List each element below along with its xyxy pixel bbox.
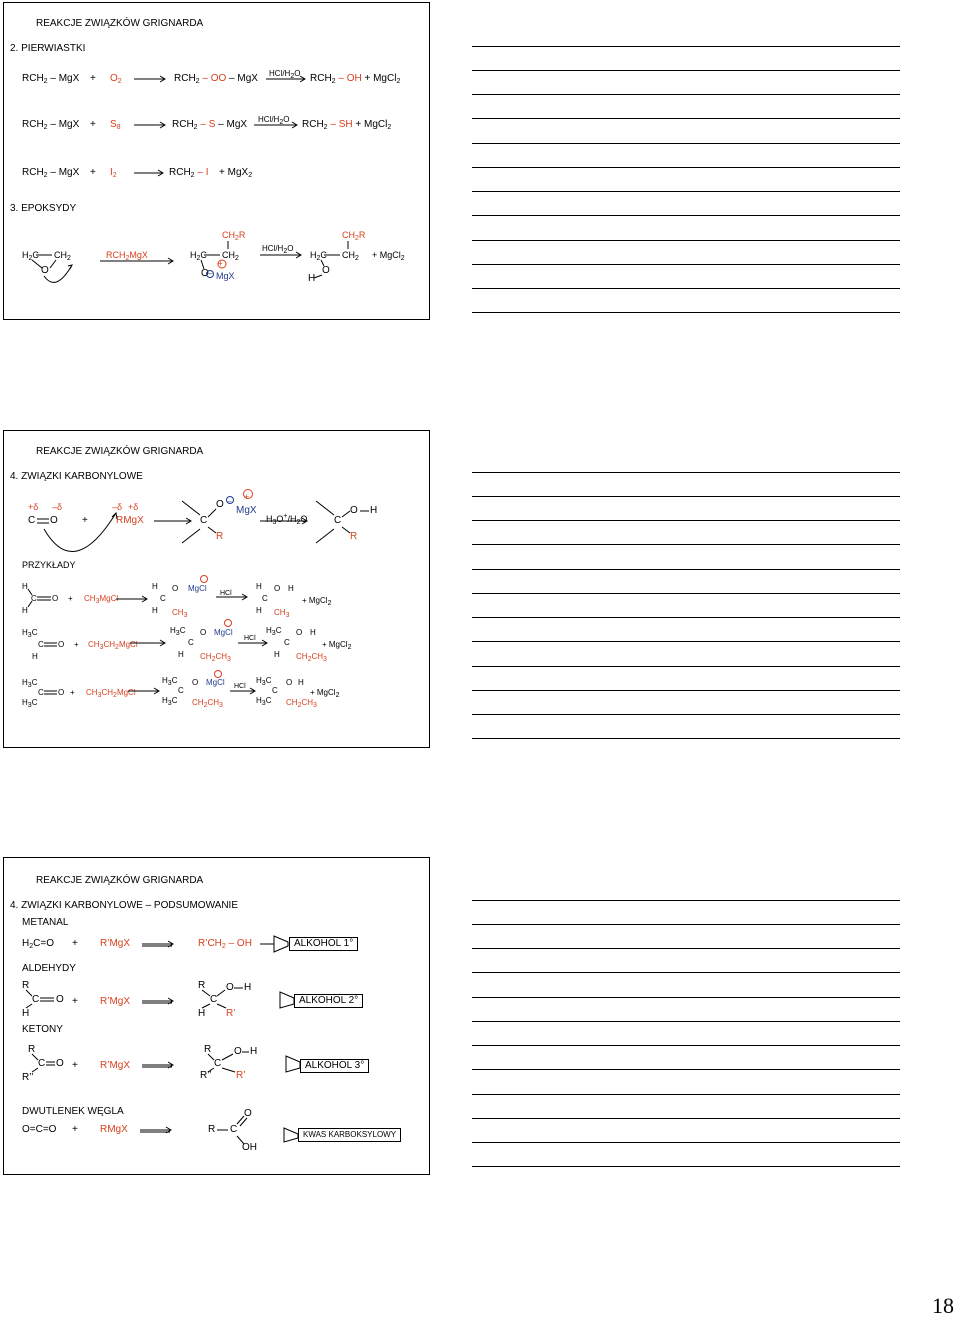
slide-title: REAKCJE ZWIĄZKÓW GRIGNARDA bbox=[36, 446, 204, 457]
heading-methanal: METANAL bbox=[22, 917, 69, 928]
slide1-arrows bbox=[4, 3, 431, 321]
section-heading-elements: 2. PIERWIASTKI bbox=[10, 43, 86, 54]
slide-carbonyl-compounds: REAKCJE ZWIĄZKÓW GRIGNARDA 4. ZWIĄZKI KARBONYLOWE +δ –δ C O + –δ +δ RMgX C O – + MgX R $H_3O^+/H_2O$ C O H R PRZYKŁADY H C O H + CH3MgCl H C O MgCl H CH3 HCl H C O H H CH3 + MgCl2 H3C C O H + CH3CH2MgCl H3C C O MgCl H CH2CH3 HCl H3C C O H H CH2CH3 + MgCl2 H3C C O H3C + CH3CH2MgCl H3C C O MgCl H3C CH2CH3 HCl H3C C O H H3C CH2CH3 + MgCl2 bbox=[3, 430, 430, 748]
section-heading-carbonyl: 4. ZWIĄZKI KARBONYLOWE bbox=[10, 471, 143, 482]
label-secondary-alcohol: ALKOHOL 2° bbox=[294, 994, 363, 1008]
slide-carbonyl-summary: REAKCJE ZWIĄZKÓW GRIGNARDA 4. ZWIĄZKI KARBONYLOWE – PODSUMOWANIE METANAL $H_2C=O$ + R’MgX $R’CH_2$ – OH ALKOHOL 1° ALDEHYDY R C O H + R’MgX R C O H H R’ ALKOHOL 2° KETONY R C O R’’ + R’MgX R C O H R’’ R’ ALKOHOL 3° DWUTLENEK WĘGLA O=C=O + RMgX R C O OH KWAS KARBOKSYLOWY bbox=[3, 857, 430, 1175]
slide3-arrows-bonds bbox=[4, 858, 431, 1176]
section-heading-epoxides: 3. EPOKSYDY bbox=[10, 203, 77, 214]
section-heading-summary: 4. ZWIĄZKI KARBONYLOWE – PODSUMOWANIE bbox=[10, 900, 238, 911]
heading-aldehydes: ALDEHYDY bbox=[22, 963, 76, 974]
slide2-arrows-bonds bbox=[4, 431, 431, 749]
slide-grignard-elements-epoxides: REAKCJE ZWIĄZKÓW GRIGNARDA 2. PIERWIASTKI $RCH_2$ – MgX + $O_2$ $RCH_2$ – OO – MgX HCl/H2O $RCH_2$ – OH + MgCl$_2$ $RCH_2$ – MgX + $S_8$ $RCH_2$ – S – MgX HCl/H2O $RCH_2$ – SH + MgCl$_2$ $RCH_2$ – MgX + $I_2$ $RCH_2$ – I + MgX$_2$ 3. EPOKSYDY $H_2C$ $CH_2$ O $RCH_2MgX$ $H_2C$ $CH_2R$ $CH_2$ O – + MgX HCl/H2O $H_2C$ $CH_2R$ $CH_2$ O H + MgCl$_2$ bbox=[3, 2, 430, 320]
heading-ketones: KETONY bbox=[22, 1024, 63, 1035]
label-tertiary-alcohol: ALKOHOL 3° bbox=[300, 1059, 369, 1073]
slide-title: REAKCJE ZWIĄZKÓW GRIGNARDA bbox=[36, 875, 204, 886]
heading-carbon-dioxide: DWUTLENEK WĘGLA bbox=[22, 1106, 124, 1117]
examples-heading: PRZYKŁADY bbox=[22, 560, 76, 570]
label-carboxylic-acid: KWAS KARBOKSYLOWY bbox=[298, 1128, 401, 1142]
page-number: 18 bbox=[932, 1293, 954, 1318]
slide-title: REAKCJE ZWIĄZKÓW GRIGNARDA bbox=[36, 18, 204, 29]
label-primary-alcohol: ALKOHOL 1° bbox=[289, 937, 358, 951]
